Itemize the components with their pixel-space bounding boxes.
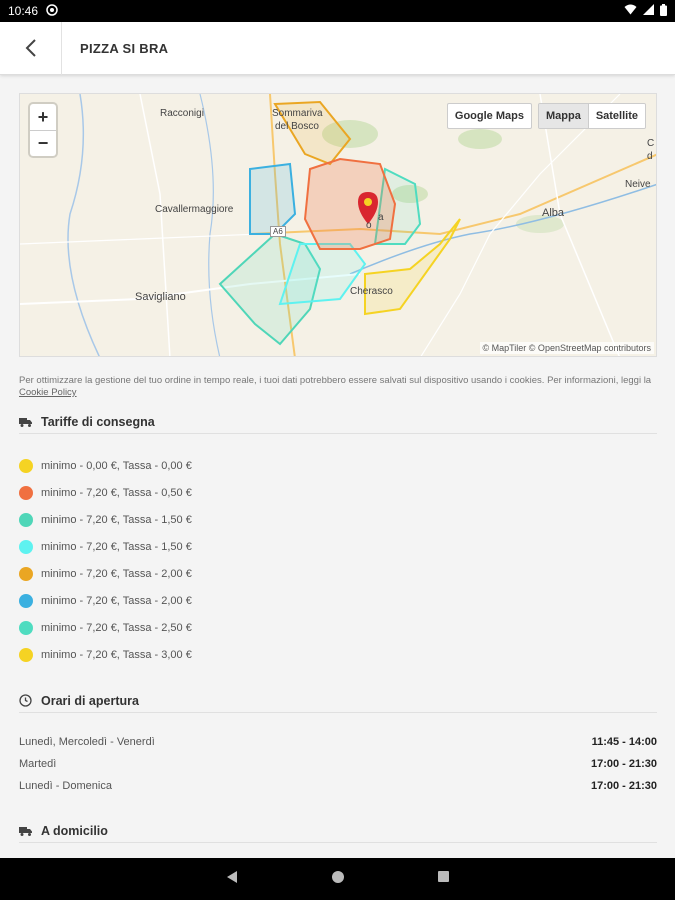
- fees-title: Tariffe di consegna: [41, 414, 155, 429]
- fee-label: minimo - 7,20 €, Tassa - 2,50 €: [41, 621, 192, 634]
- hours-title: Orari di apertura: [41, 693, 139, 708]
- nav-recents-button[interactable]: [437, 870, 450, 888]
- fee-row: [19, 506, 192, 533]
- cookie-text: Per ottimizzare la gestione del tuo ordine in tempo reale, i tuoi dati potrebbero essere salvati sul dispositivo usando i cookies. Per informazioni, leggi la: [19, 375, 652, 386]
- hours-time: 11:45 - 14:00: [591, 736, 657, 748]
- square-recents-icon: [437, 870, 450, 883]
- map-type-toggle: [538, 103, 646, 129]
- zone-color-dot: [19, 594, 33, 608]
- fee-row: [19, 479, 192, 506]
- battery-icon: [660, 4, 667, 19]
- town-label-sommariva: Sommariva: [272, 108, 323, 119]
- delivery-title: A domicilio: [41, 823, 108, 838]
- fee-label: minimo - 7,20 €, Tassa - 1,50 €: [41, 540, 192, 553]
- town-label-bra-fragment-a: a: [378, 212, 384, 223]
- circle-home-icon: [331, 870, 345, 884]
- wifi-icon: [624, 4, 637, 18]
- fee-label: minimo - 7,20 €, Tassa - 2,00 €: [41, 594, 192, 607]
- google-maps-button[interactable]: Google Maps: [447, 103, 532, 129]
- content-scroll[interactable]: [0, 75, 675, 858]
- nav-home-button[interactable]: [331, 870, 345, 889]
- nav-back-button[interactable]: [225, 870, 239, 889]
- clock-icon: [19, 694, 33, 707]
- map-view-button[interactable]: Mappa: [539, 104, 588, 128]
- map-attribution: © MapTiler © OpenStreetMap contributors: [480, 342, 655, 354]
- fee-label: minimo - 7,20 €, Tassa - 0,50 €: [41, 486, 192, 499]
- hours-time: 17:00 - 21:30: [590, 758, 657, 770]
- zoom-in-button[interactable]: +: [37, 106, 49, 127]
- zone-color-dot: [19, 540, 33, 554]
- signal-icon: [643, 4, 654, 18]
- zone-color-dot: [19, 459, 33, 473]
- status-time: 10:46: [8, 4, 39, 18]
- town-label-bra-fragment-o: o: [366, 220, 372, 231]
- map-canvas: [20, 94, 657, 357]
- town-label-cherasco: Cherasco: [350, 286, 393, 297]
- town-label-neive: Neive: [625, 179, 651, 190]
- zone-color-dot: [19, 567, 33, 581]
- fee-label: minimo - 7,20 €, Tassa - 1,50 €: [41, 513, 192, 526]
- truck-icon: [19, 417, 33, 427]
- hours-row: [19, 731, 657, 753]
- satellite-view-button[interactable]: Satellite: [588, 104, 645, 128]
- town-label-del-bosco: del Bosco: [275, 121, 319, 132]
- truck-icon: [19, 826, 33, 836]
- zone-color-dot: [19, 513, 33, 527]
- delivery-map[interactable]: [19, 93, 657, 357]
- hours-list: [19, 731, 657, 797]
- fee-row: [19, 587, 192, 614]
- cookie-notice: [19, 375, 655, 399]
- road-label-a6: A6: [270, 226, 286, 237]
- notification-icon: [46, 4, 58, 19]
- app-bar: [0, 22, 675, 75]
- fees-section-header: [19, 410, 657, 434]
- map-type-controls: [447, 103, 646, 129]
- zone-color-dot: [19, 621, 33, 635]
- town-label-edge-d: d: [647, 151, 653, 162]
- back-button[interactable]: [0, 22, 62, 75]
- fees-list: [19, 452, 192, 668]
- town-label-edge-c: C: [647, 138, 655, 149]
- back-arrow-icon: [24, 38, 38, 58]
- status-bar: [0, 0, 675, 22]
- fee-row: [19, 533, 192, 560]
- cookie-policy-link[interactable]: Cookie Policy: [19, 387, 77, 398]
- hours-days: Martedì: [19, 758, 57, 770]
- zone-color-dot: [19, 648, 33, 662]
- fee-row: [19, 614, 192, 641]
- town-label-cavallermaggiore: Cavallermaggiore: [155, 204, 234, 215]
- town-label-racconigi: Racconigi: [160, 108, 204, 119]
- triangle-back-icon: [225, 870, 239, 884]
- fee-row: [19, 641, 192, 668]
- page-title: PIZZA SI BRA: [80, 40, 169, 56]
- system-nav-bar: [0, 858, 675, 900]
- hours-days: Lunedì - Domenica: [19, 780, 112, 792]
- fee-label: minimo - 0,00 €, Tassa - 0,00 €: [41, 459, 192, 472]
- zone-color-dot: [19, 486, 33, 500]
- delivery-section-header: [19, 819, 657, 843]
- zoom-out-button[interactable]: −: [30, 130, 56, 156]
- zoom-control: [30, 104, 56, 156]
- hours-time: 17:00 - 21:30: [590, 780, 657, 792]
- fee-label: minimo - 7,20 €, Tassa - 2,00 €: [41, 567, 192, 580]
- town-label-savigliano: Savigliano: [135, 291, 186, 303]
- town-label-alba: Alba: [542, 207, 565, 219]
- fee-row: [19, 452, 192, 479]
- hours-row: [19, 775, 657, 797]
- fee-label: minimo - 7,20 €, Tassa - 3,00 €: [41, 648, 192, 661]
- hours-row: [19, 753, 657, 775]
- hours-section-header: [19, 689, 657, 713]
- hours-days: Lunedì, Mercoledì - Venerdì: [19, 736, 155, 748]
- fee-row: [19, 560, 192, 587]
